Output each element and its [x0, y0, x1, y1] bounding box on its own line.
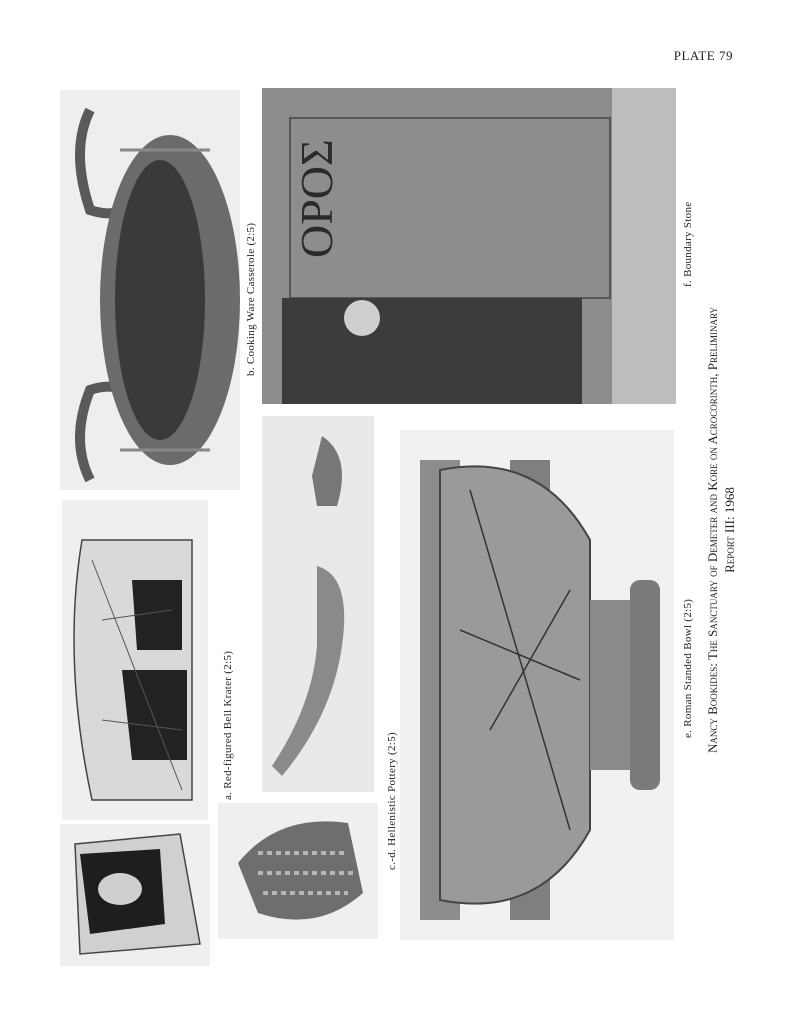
- svg-text:ΟΡΟΣ: ΟΡΟΣ: [291, 139, 342, 258]
- caption-f: f. Boundary Stone: [682, 201, 694, 287]
- photo-hellenistic-pottery-profiles: [262, 416, 374, 792]
- plate-number: PLATE 79: [673, 48, 733, 63]
- photo-bell-krater-fragment-small: [60, 824, 210, 966]
- caption-b: b. Cooking Ware Casserole (2:5): [245, 222, 257, 376]
- photo-hellenistic-pottery-molded: [218, 803, 378, 939]
- plate-caption-line-1: Nancy Bookides: The Sanctuary of Demeter and Kore on Acrocorinth, Preliminary: [705, 306, 720, 754]
- photo-cooking-ware-casserole: [60, 90, 240, 490]
- caption-c-d: c.-d. Hellenistic Pottery (2:5): [386, 732, 398, 870]
- plate-caption-line-2: Report III: 1968: [722, 487, 737, 573]
- photo-bell-krater-fragment-large: [62, 500, 208, 820]
- caption-a: a. Red-figured Bell Krater (2:5): [222, 650, 234, 800]
- photo-roman-standed-bowl: [400, 430, 674, 940]
- photo-boundary-stone: [262, 88, 676, 404]
- plate-caption: [704, 250, 738, 810]
- caption-e: e. Roman Standed Bowl (2:5): [682, 598, 694, 738]
